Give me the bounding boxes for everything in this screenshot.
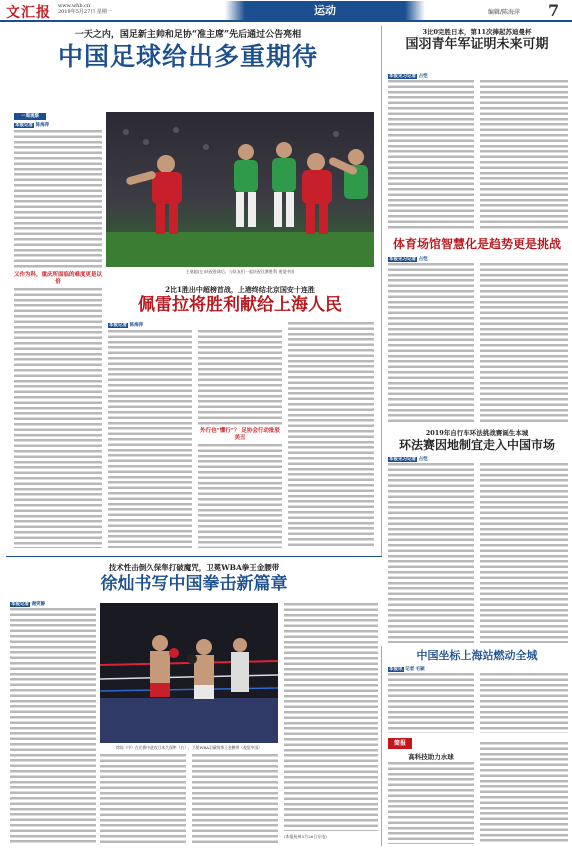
byline-name: 占恺 bbox=[418, 74, 428, 79]
boxing-byline bbox=[10, 601, 45, 607]
boxing-body-col4 bbox=[284, 603, 378, 831]
brief-headline: 中国坐标上海站燃动全城 bbox=[416, 649, 538, 662]
byline-tag: 本报见习记者 bbox=[389, 457, 416, 462]
second-body-col2 bbox=[198, 330, 282, 425]
brief-body-col1 bbox=[388, 673, 474, 733]
second-body-col3 bbox=[198, 444, 282, 548]
byline-name: 陈海萍 bbox=[35, 123, 50, 128]
byline-tag: 本报见习记者 bbox=[389, 74, 416, 79]
second-body-col4 bbox=[288, 322, 374, 548]
boxing-body-col1 bbox=[10, 608, 96, 844]
lead-body-col2 bbox=[14, 288, 102, 548]
lead-body-col1 bbox=[14, 130, 102, 270]
lead-subhead: 又作为科，重庆所面临的难度更是以倍 bbox=[14, 272, 103, 285]
header-date: 2019年5月27日 星期一 bbox=[58, 9, 112, 15]
second-byline bbox=[108, 322, 143, 328]
column-divider bbox=[381, 26, 382, 556]
right-top-body-col1 bbox=[388, 80, 474, 230]
second-headline: 佩雷拉将胜利献给上海人民 bbox=[138, 295, 342, 315]
header-url: www.whb.cn bbox=[58, 3, 91, 9]
bottom-brief-body-col1 bbox=[388, 762, 474, 844]
right-top-body-col2 bbox=[480, 80, 568, 230]
right-top-byline bbox=[388, 73, 428, 79]
editor-credit: 编辑/陈海萍 bbox=[488, 9, 521, 16]
byline-tag: 本报记者 bbox=[109, 323, 127, 328]
section-banner: 运动 bbox=[225, 1, 425, 20]
brief-body-col2 bbox=[480, 673, 568, 733]
right-low-kicker: 2019年自行车环法挑战赛诞生本城 bbox=[425, 429, 529, 437]
second-kicker: 2比1胜出中超榜首战，上港终结北京国安十连胜 bbox=[165, 285, 315, 294]
right-low-body-col1 bbox=[388, 463, 474, 643]
byline-name: 谢笑静 bbox=[31, 602, 46, 607]
column-label: 一周观察 bbox=[14, 113, 46, 120]
boxing-headline: 徐灿书写中国拳击新篇章 bbox=[100, 574, 288, 594]
lead-byline bbox=[14, 122, 49, 128]
lead-kicker: 一天之内，国足新主帅和足协“准主席”先后通过公告亮相 bbox=[74, 30, 302, 40]
brief-tag: 简报 bbox=[388, 738, 412, 749]
byline-tag: 本报记者 bbox=[15, 123, 33, 128]
byline-name: 陈海萍 bbox=[129, 323, 144, 328]
boxing-body-col2 bbox=[100, 754, 186, 844]
lead-headline: 中国足球给出多重期待 bbox=[57, 42, 318, 71]
brief-byline bbox=[388, 666, 425, 672]
bottom-brief-body-col2 bbox=[480, 742, 568, 844]
bottom-brief-headline: 高科技助力水球 bbox=[408, 753, 454, 761]
right-mid-body-col2 bbox=[480, 263, 568, 423]
column-divider bbox=[381, 646, 382, 846]
section-rule bbox=[6, 556, 382, 557]
boxing-body-col3 bbox=[192, 754, 278, 844]
right-mid-byline bbox=[388, 256, 428, 262]
right-low-body-col2 bbox=[480, 463, 568, 643]
right-mid-headline: 体育场馆智慧化是趋势更是挑战 bbox=[392, 237, 561, 251]
second-body-col1 bbox=[108, 330, 192, 548]
byline-name: 记者 毛颖 bbox=[405, 667, 425, 672]
right-low-byline bbox=[388, 456, 428, 462]
byline-name: 占恺 bbox=[418, 257, 428, 262]
right-top-headline: 国羽青年军证明未来可期 bbox=[405, 37, 549, 52]
byline-name: 占恺 bbox=[418, 457, 428, 462]
right-top-kicker: 3比0完胜日本，第11次捧起苏迪曼杯 bbox=[422, 28, 532, 36]
second-subhead: 外行也“懂行”？ 足协会行动批驳美丑 bbox=[200, 428, 280, 441]
right-mid-body-col1 bbox=[388, 263, 474, 423]
boxing-dateline: (本报杭州5月26日专电) bbox=[284, 834, 327, 839]
byline-tag: 本报讯 bbox=[389, 667, 403, 672]
boxing-photo bbox=[100, 603, 278, 743]
newspaper-logo: 文汇报 bbox=[6, 5, 51, 21]
boxing-photo-caption: 徐灿（中）在比赛中进攻日本久保隼（右），卫冕WBA羽量级拳王金腰带（视觉中国） bbox=[115, 745, 263, 750]
byline-tag: 本报见习记者 bbox=[389, 257, 416, 262]
right-low-headline: 环法赛因地制宜走入中国市场 bbox=[398, 438, 555, 452]
page-number: 7 bbox=[548, 1, 560, 20]
lead-photo bbox=[106, 112, 374, 267]
boxing-kicker: 技术性击倒久保隼打破魔咒，卫冕WBA拳王金腰带 bbox=[108, 563, 280, 572]
byline-tag: 本报记者 bbox=[11, 602, 29, 607]
lead-photo-caption: 王燊超(左)庆祝进球后，与队友们一起庆祝比赛胜利 视觉中国 bbox=[185, 269, 295, 274]
header-info bbox=[58, 3, 112, 15]
